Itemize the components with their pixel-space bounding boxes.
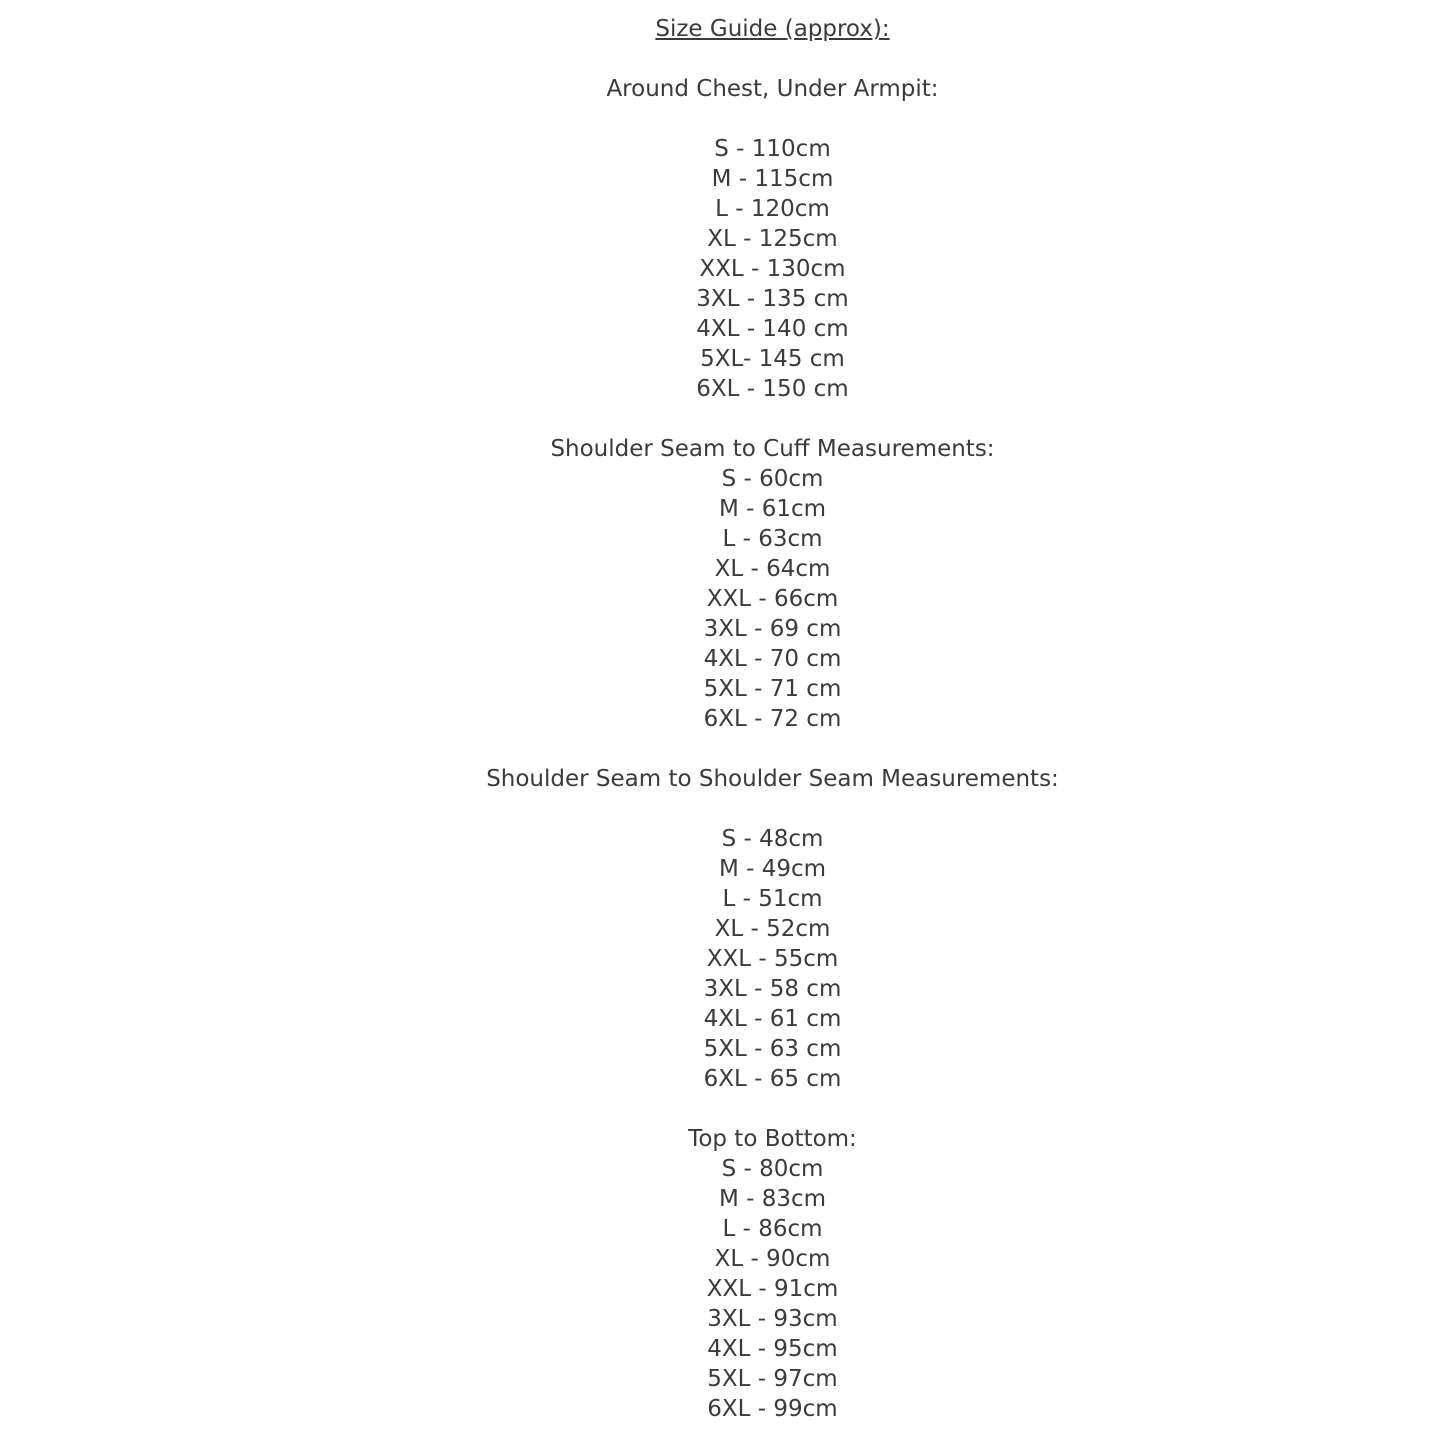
- size-entry: 5XL- 145 cm: [700, 346, 845, 372]
- section-heading: Around Chest, Under Armpit:: [606, 76, 939, 102]
- size-entry: M - 49cm: [718, 856, 827, 882]
- section-around-chest: [100, 74, 1445, 404]
- section-shoulder-to-cuff: [100, 434, 1445, 734]
- size-entry: 3XL - 58 cm: [703, 976, 842, 1002]
- size-entry: 4XL - 61 cm: [703, 1006, 842, 1032]
- size-entry: S - 110cm: [714, 136, 831, 162]
- size-entry: 6XL - 99cm: [707, 1396, 838, 1422]
- page-title: Size Guide (approx):: [655, 16, 890, 42]
- size-entry: 4XL - 140 cm: [696, 316, 849, 342]
- size-entry: XXL - 66cm: [706, 586, 839, 612]
- size-entry: M - 115cm: [711, 166, 834, 192]
- size-entry: L - 63cm: [722, 526, 823, 552]
- size-entry: 3XL - 69 cm: [703, 616, 842, 642]
- size-entry-list: [100, 464, 1445, 734]
- size-entry: XL - 64cm: [714, 556, 831, 582]
- size-entry: L - 51cm: [722, 886, 823, 912]
- size-entry: 4XL - 95cm: [707, 1336, 838, 1362]
- size-entry: 3XL - 135 cm: [696, 286, 849, 312]
- size-entry: 6XL - 150 cm: [696, 376, 849, 402]
- size-entry: XL - 125cm: [707, 226, 838, 252]
- size-entry: 5XL - 71 cm: [703, 676, 842, 702]
- section-top-to-bottom: [100, 1124, 1445, 1424]
- size-entry: 6XL - 65 cm: [703, 1066, 842, 1092]
- size-entry-list: [100, 134, 1445, 404]
- section-shoulder-to-shoulder: [100, 764, 1445, 1094]
- size-entry: XL - 52cm: [714, 916, 831, 942]
- size-entry: M - 83cm: [718, 1186, 827, 1212]
- size-entry: 5XL - 63 cm: [703, 1036, 842, 1062]
- size-entry: XXL - 91cm: [706, 1276, 839, 1302]
- size-entry: XL - 90cm: [714, 1246, 831, 1272]
- size-entry: 6XL - 72 cm: [703, 706, 842, 732]
- size-entry: XXL - 130cm: [699, 256, 846, 282]
- size-entry: 4XL - 70 cm: [703, 646, 842, 672]
- section-heading: Shoulder Seam to Shoulder Seam Measurements:: [486, 766, 1059, 792]
- size-entry: S - 80cm: [721, 1156, 824, 1182]
- size-entry-list: [100, 1154, 1445, 1424]
- size-entry: XXL - 55cm: [706, 946, 839, 972]
- size-entry-list: [100, 824, 1445, 1094]
- size-entry: S - 60cm: [721, 466, 824, 492]
- section-heading: Top to Bottom:: [688, 1126, 857, 1152]
- size-entry: L - 86cm: [722, 1216, 823, 1242]
- size-entry: M - 61cm: [718, 496, 827, 522]
- size-entry: 5XL - 97cm: [707, 1366, 838, 1392]
- size-entry: L - 120cm: [715, 196, 830, 222]
- size-entry: S - 48cm: [721, 826, 824, 852]
- size-entry: 3XL - 93cm: [707, 1306, 838, 1332]
- section-heading: Shoulder Seam to Cuff Measurements:: [550, 436, 995, 462]
